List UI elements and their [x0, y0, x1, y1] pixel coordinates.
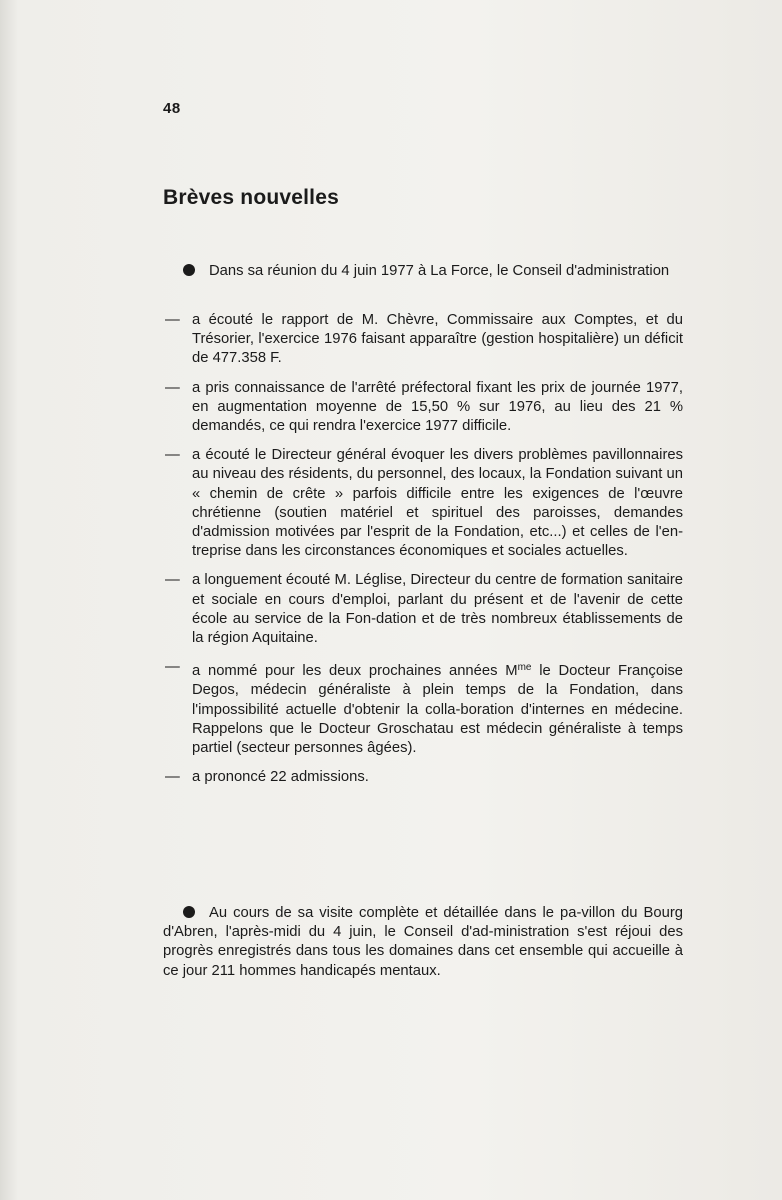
list-item	[163, 379, 683, 437]
list-item-text: a écouté le rapport de M. Chèvre, Commissaire aux Comptes, et du Trésorier, l'exercice 1976 faisant apparaître (gestion hospitalière) un déficit de 477.358 F.	[192, 312, 683, 367]
list-item	[163, 311, 683, 369]
list-item-text: a écouté le Directeur général évoquer les divers problèmes pavillonnaires au niveau des résidents, du personnel, des locaux, la Fondation suivant un « chemin de crête » parfois difficile entre les exigences de l'œuvre chrétienne (soutien matériel et spirituel des paroisses, demandes d'admission motivées par l'esprit de la Fondation, etc...) et celles de l'en-treprise dans les circonstances économiques et sociales actuelles.	[192, 447, 683, 560]
page-number: 48	[163, 100, 181, 117]
bullet-icon	[183, 264, 195, 276]
visit-paragraph	[163, 904, 683, 981]
dash-marker: —	[165, 379, 180, 396]
list-item-text-after: le Docteur Françoise Degos, médecin généraliste à plein temps de la Fondation, dans l'impossibilité actuelle d'obtenir la colla-boration d'internes en médecine. Rappelons que le Docteur Groschatau est médecin généraliste à temps partiel (secteur personnes âgées).	[192, 663, 683, 757]
intro-text: Dans sa réunion du 4 juin 1977 à La Force, le Conseil d'administration	[209, 263, 670, 279]
dash-marker: —	[165, 312, 180, 328]
dash-marker: —	[165, 447, 180, 464]
dash-marker: —	[165, 572, 180, 589]
list-item	[163, 571, 683, 648]
superscript-me: me	[517, 662, 532, 674]
section-title: Brèves nouvelles	[163, 186, 339, 209]
list-item-text	[192, 658, 683, 758]
list-item-text: a pris connaissance de l'arrêté préfectoral fixant les prix de journée 1977, en augmentation moyenne de 15,50 % sur 1976, au lieu des 21 % demandés, ce qui rendra l'exercice 1977 difficile.	[192, 379, 683, 435]
dash-marker: —	[165, 769, 180, 786]
list-item-text: a longuement écouté M. Léglise, Directeur du centre de formation sanitaire et sociale en cours d'emploi, parlant du présent et de l'avenir de cette école au service de la Fon-dation et de très nombreux établissements de la région Aquitaine.	[192, 572, 683, 647]
visit-text: Au cours de sa visite complète et détaillée dans le pa-villon du Bourg d'Abren, l'après-midi du 4 juin, le Conseil d'ad-ministration s'est réjoui des progrès enregistrés dans tous les domaines dans cet ensemble qui accueille à ce jour 211 hommes handicapés mentaux.	[163, 905, 683, 979]
list-item-text: a prononcé 22 admissions.	[192, 769, 369, 786]
list-item	[163, 768, 683, 787]
list-item	[163, 446, 683, 561]
dash-marker: —	[165, 659, 180, 676]
list-item	[163, 658, 683, 758]
bullet-icon	[183, 906, 195, 918]
list-item-text-before: a nommé pour les deux prochaines années M	[192, 663, 518, 680]
intro-paragraph	[163, 262, 683, 281]
decision-list	[163, 311, 683, 797]
